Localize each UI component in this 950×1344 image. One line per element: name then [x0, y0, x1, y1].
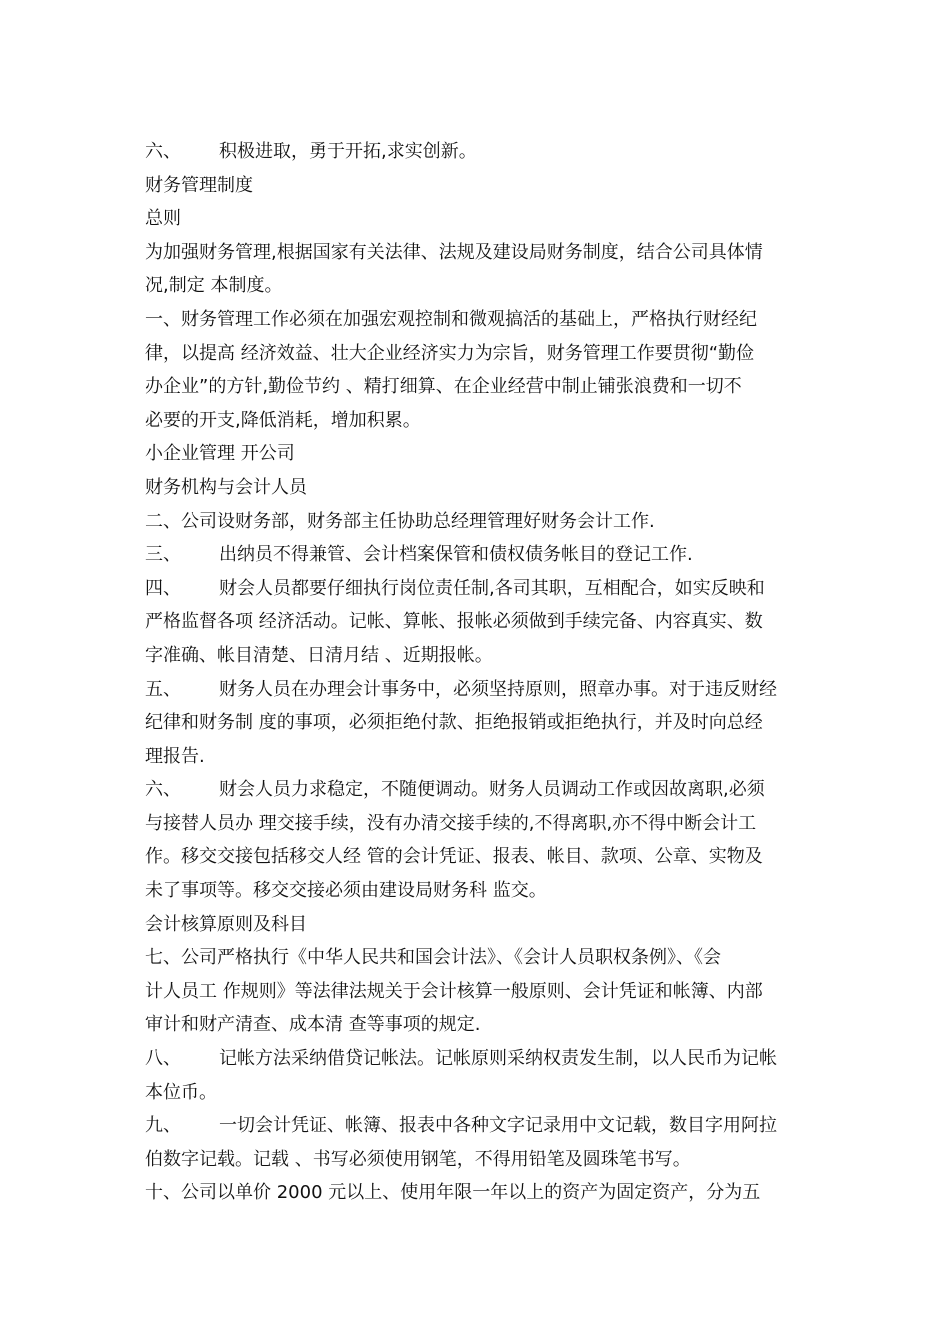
- line-text: 积极进取，勇于开拓,求实创新。: [219, 141, 477, 162]
- clause-number: 六、: [145, 779, 181, 801]
- text-line: [145, 236, 809, 270]
- line-text: 财务管理制度: [145, 174, 253, 196]
- line-text: 小企业管理 开公司: [145, 443, 295, 465]
- text-line: [145, 706, 809, 740]
- line-text: 七、公司严格执行《中华人民共和国会计法》、《会计人员职权条例》、《会: [145, 947, 721, 969]
- line-text: 严格监督各项 经济活动。记帐、算帐、报帐必须做到手续完备、内容真实、数: [145, 611, 763, 633]
- line-text: 办企业”的方针,勤俭节约 、精打细算、在企业经营中制止铺张浪费和一切不: [145, 376, 742, 398]
- line-text: 财务人员在办理会计事务中，必须坚持原则，照章办事。对于违反财经: [219, 678, 777, 700]
- document-body: [145, 135, 809, 1210]
- line-text: 为加强财务管理,根据国家有关法律、法规及建设局财务制度，结合公司具体情: [145, 241, 763, 263]
- text-line: [145, 538, 809, 572]
- text-line: [145, 303, 809, 337]
- line-text: 律，以提高 经济效益、壮大企业经济实力为宗旨，财务管理工作要贯彻“勤俭: [145, 342, 755, 364]
- line-text: 审计和财产清查、成本清 查等事项的规定.: [145, 1014, 481, 1036]
- text-line: [145, 941, 809, 975]
- text-line: [145, 840, 809, 874]
- line-text: 作。移交交接包括移交人经 管的会计凭证、报表、帐目、款项、公章、实物及: [145, 846, 763, 868]
- clause-number: 六、: [145, 141, 181, 162]
- line-text: 十、公司以单价 2000 元以上、使用年限一年以上的资产为固定资产，分为五: [145, 1182, 761, 1204]
- text-line: [145, 1109, 809, 1143]
- text-line: [145, 202, 809, 236]
- text-line: [145, 404, 809, 438]
- text-line: [145, 169, 809, 203]
- text-line: [145, 740, 809, 774]
- line-text: 总则: [145, 208, 181, 230]
- line-text: 况,制定 本制度。: [145, 275, 283, 297]
- text-line: [145, 337, 809, 371]
- text-line: [145, 673, 809, 707]
- clause-number: 九、: [145, 1115, 181, 1137]
- text-line: [145, 975, 809, 1009]
- text-line: [145, 807, 809, 841]
- line-text: 未了事项等。移交交接必须由建设局财务科 监交。: [145, 880, 547, 902]
- line-text: 一切会计凭证、帐簿、报表中各种文字记录用中文记载，数目字用阿拉: [219, 1115, 777, 1137]
- text-line: [145, 874, 809, 908]
- text-line: [145, 135, 809, 169]
- line-text: 记帐方法采纳借贷记帐法。记帐原则采纳权责发生制，以人民币为记帐: [219, 1048, 777, 1070]
- line-text: 理报告.: [145, 745, 205, 767]
- line-text: 会计核算原则及科目: [145, 913, 307, 935]
- text-line: [145, 1143, 809, 1177]
- line-text: 必要的开支,降低消耗，增加积累。: [145, 409, 421, 431]
- clause-number: 八、: [145, 1048, 181, 1070]
- clause-number: 三、: [145, 544, 181, 566]
- text-line: [145, 505, 809, 539]
- text-line: [145, 1076, 809, 1110]
- line-text: 财会人员都要仔细执行岗位责任制,各司其职，互相配合，如实反映和: [219, 577, 765, 599]
- line-text: 本位币。: [145, 1081, 217, 1103]
- text-line: [145, 1176, 809, 1210]
- text-line: [145, 605, 809, 639]
- line-text: 二、公司设财务部，财务部主任协助总经理管理好财务会计工作.: [145, 510, 655, 532]
- line-text: 字准确、帐目清楚、日清月结 、近期报帐。: [145, 644, 493, 666]
- text-line: [145, 639, 809, 673]
- line-text: 伯数字记载。记载 、书写必须使用钢笔，不得用铅笔及圆珠笔书写。: [145, 1148, 691, 1170]
- text-line: [145, 1042, 809, 1076]
- line-text: 计人员工 作规则》等法律法规关于会计核算一般原则、会计凭证和帐簿、内部: [145, 980, 763, 1002]
- text-line: [145, 269, 809, 303]
- text-line: [145, 908, 809, 942]
- text-line: [145, 471, 809, 505]
- text-line: [145, 572, 809, 606]
- line-text: 纪律和财务制 度的事项，必须拒绝付款、拒绝报销或拒绝执行，并及时向总经: [145, 712, 763, 734]
- text-line: [145, 370, 809, 404]
- line-text: 出纳员不得兼管、会计档案保管和债权债务帐目的登记工作.: [219, 544, 693, 566]
- text-line: [145, 773, 809, 807]
- line-text: 财会人员力求稳定，不随便调动。财务人员调动工作或因故离职,必须: [219, 779, 765, 801]
- text-line: [145, 437, 809, 471]
- line-text: 与接替人员办 理交接手续，没有办清交接手续的,不得离职,亦不得中断会计工: [145, 812, 757, 834]
- text-line: [145, 1008, 809, 1042]
- line-text: 一、财务管理工作必须在加强宏观控制和微观搞活的基础上，严格执行财经纪: [145, 308, 757, 330]
- line-text: 财务机构与会计人员: [145, 476, 307, 498]
- clause-number: 四、: [145, 577, 181, 599]
- clause-number: 五、: [145, 678, 181, 700]
